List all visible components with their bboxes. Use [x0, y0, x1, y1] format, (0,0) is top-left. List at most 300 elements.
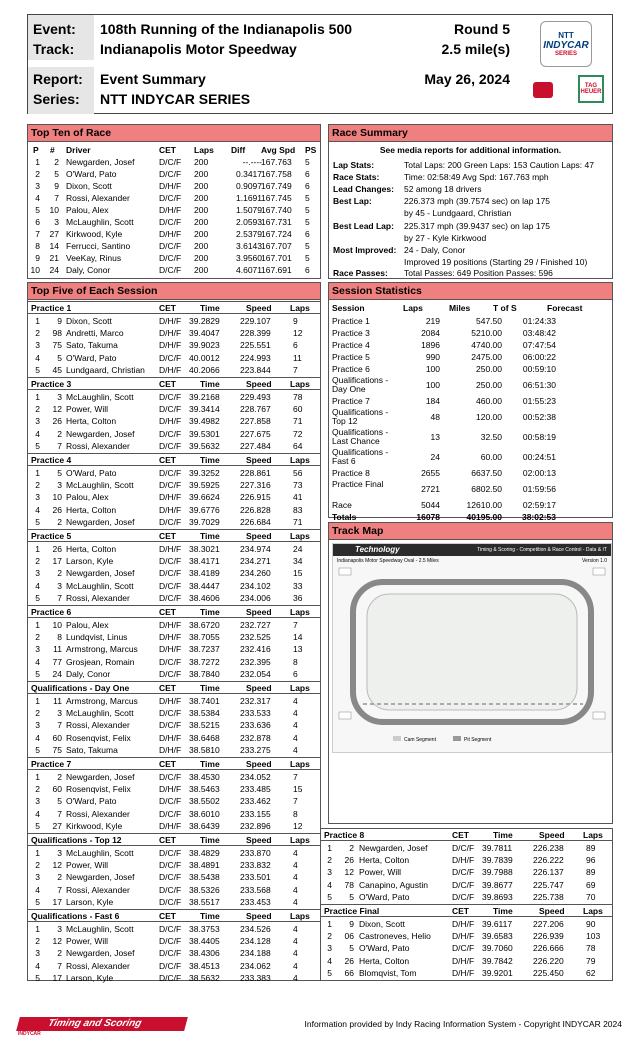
- table-row: [28, 339, 320, 351]
- session-cell: 234.128: [240, 936, 271, 947]
- session-cell: 5: [35, 896, 40, 907]
- session-cell: 38.4891: [189, 860, 220, 871]
- stats-cell: 00:52:38: [522, 412, 556, 422]
- most-improved-label: Most Improved:: [333, 245, 397, 255]
- session-cell: 26: [344, 855, 354, 866]
- session-cell: 39.9201: [482, 967, 513, 978]
- table-row: [28, 592, 320, 604]
- top-ten-cell: 10: [49, 205, 59, 215]
- session-cell: 9: [349, 919, 354, 929]
- session-col-header: Time: [200, 531, 220, 541]
- col-num: #: [50, 145, 55, 155]
- indycar-logo-text: INDYCAR: [543, 40, 589, 51]
- session-cell: 2: [57, 516, 62, 527]
- table-row: [321, 854, 612, 866]
- session-cell: O'Ward, Pato: [359, 943, 410, 954]
- session-cell: 5: [35, 820, 40, 831]
- session-cell: 39.5632: [189, 440, 220, 451]
- track-map-image: [332, 543, 612, 753]
- session-cell: 4: [35, 580, 40, 591]
- stats-session-name: Practice 4: [332, 340, 370, 350]
- session-cell: 4: [35, 352, 40, 363]
- col-laps: Laps: [403, 303, 423, 313]
- session-cell: Dixon, Scott: [66, 316, 112, 326]
- session-cell: 38.5502: [189, 796, 220, 807]
- stats-session-name: Race: [332, 500, 352, 510]
- top-ten-cell: 2.5379: [236, 229, 262, 239]
- session-cell: 226.666: [533, 943, 564, 954]
- session-cell: 11: [293, 352, 302, 363]
- top-ten-cell: 200: [194, 217, 209, 227]
- session-cell: 233.832: [240, 860, 271, 871]
- session-cell: 226.222: [533, 855, 564, 866]
- session-cell: 3: [35, 340, 40, 351]
- session-cell: Power, Will: [66, 404, 109, 415]
- session-cell: 1: [35, 620, 40, 630]
- tag-heuer-logo: [578, 75, 604, 103]
- stats-cell: 5044: [421, 500, 440, 510]
- session-cell: 38.7055: [189, 632, 220, 643]
- session-cell: 3: [57, 708, 62, 719]
- top-ten-cell: 2: [35, 169, 40, 179]
- top-ten-cell: 21: [49, 253, 59, 263]
- session-cell: 1: [35, 848, 40, 858]
- session-cell: 2: [57, 872, 62, 883]
- session-cell: 4: [35, 808, 40, 819]
- session-cell: 7: [57, 884, 62, 895]
- top-ten-cell: Rossi, Alexander: [66, 193, 130, 203]
- session-cell: D/C/F: [159, 896, 182, 907]
- top-ten-cell: 10: [30, 265, 40, 275]
- session-cell: 60: [52, 784, 62, 795]
- session-cell: 103: [586, 931, 601, 942]
- table-row: [28, 156, 320, 168]
- session-cell: McLaughlin, Scott: [66, 580, 134, 591]
- timing-scoring-logo: [16, 1017, 188, 1031]
- session-cell: 64: [293, 440, 303, 451]
- session-cell: 4: [35, 504, 40, 515]
- top-ten-cell: Dixon, Scott: [66, 181, 112, 191]
- session-col-header: Laps: [290, 303, 310, 313]
- stats-cell: 03:48:42: [522, 328, 556, 338]
- session-col-header: CET: [159, 911, 176, 921]
- session-cell: D/H/F: [452, 931, 475, 942]
- table-row: [28, 543, 320, 555]
- session-cell: D/C/F: [452, 879, 475, 890]
- top-ten-cell: 200: [194, 169, 209, 179]
- session-cell: 70: [586, 891, 596, 902]
- session-cell: D/H/F: [159, 316, 182, 326]
- session-header: [321, 904, 612, 917]
- table-row: [28, 467, 320, 479]
- session-cell: Andretti, Marco: [66, 328, 124, 339]
- session-col-header: Time: [200, 455, 220, 465]
- race-passes-label: Race Passes:: [333, 268, 388, 278]
- session-cell: 226.915: [240, 492, 271, 503]
- stats-cell: 219: [425, 316, 440, 326]
- top-ten-cell: D/H/F: [159, 229, 182, 239]
- session-cell: Rossi, Alexander: [66, 720, 130, 731]
- session-cell: 4: [293, 848, 298, 858]
- session-cell: 38.4530: [189, 772, 220, 782]
- session-cell: Dixon, Scott: [359, 919, 405, 929]
- table-row: [28, 479, 320, 491]
- session-cell: Lundgaard, Christian: [66, 364, 145, 375]
- session-cell: D/C/F: [159, 656, 182, 667]
- most-improved-value: 24 - Daly, Conor: [404, 245, 466, 255]
- session-cell: 225.450: [533, 967, 564, 978]
- session-cell: 2: [35, 860, 40, 871]
- session-cell: 234.006: [240, 592, 271, 603]
- session-cell: 4: [293, 696, 298, 706]
- event-name: 108th Running of the Indianapolis 500: [100, 21, 353, 37]
- table-row: [28, 732, 320, 744]
- table-row: [321, 891, 612, 903]
- table-row: [28, 783, 320, 795]
- session-cell: D/C/F: [159, 428, 182, 439]
- most-improved-detail: Improved 19 positions (Starting 29 / Finished 10): [404, 257, 588, 267]
- session-cell: Armstrong, Marcus: [66, 644, 138, 655]
- session-cell: D/C/F: [159, 884, 182, 895]
- session-cell: D/C/F: [159, 352, 182, 363]
- session-name: Practice 7: [31, 759, 72, 769]
- session-cell: 1: [35, 392, 40, 402]
- tag-heuer-text: TAG HEUER: [580, 83, 602, 95]
- stats-cell: 01:55:23: [522, 396, 556, 406]
- top-ten-cell: 2.0593: [236, 217, 262, 227]
- top-ten-cell: 9: [35, 253, 40, 263]
- session-cell: 38.4405: [189, 936, 220, 947]
- top-ten-cell: 3: [35, 181, 40, 191]
- session-cell: Power, Will: [66, 936, 109, 947]
- session-cell: Larson, Kyle: [66, 972, 114, 983]
- table-row: [28, 960, 320, 972]
- session-cell: Newgarden, Josef: [66, 568, 135, 579]
- session-cell: 98: [52, 328, 62, 339]
- session-col-header: Time: [493, 830, 513, 840]
- session-cell: 7: [293, 364, 298, 375]
- session-cell: 38.4171: [189, 556, 220, 567]
- session-cell: 3: [35, 568, 40, 579]
- table-row: [28, 516, 320, 528]
- session-col-header: CET: [159, 379, 176, 389]
- session-header: [28, 529, 320, 542]
- session-name: Practice 5: [31, 531, 72, 541]
- session-cell: 8: [293, 808, 298, 819]
- session-cell: 75: [52, 340, 62, 351]
- session-cell: 10: [52, 620, 62, 630]
- lap-stats-value: Total Laps: 200 Green Laps: 153 Caution Laps: 47: [404, 160, 594, 170]
- session-cell: McLaughlin, Scott: [66, 848, 134, 858]
- totals-cell: 16078: [416, 512, 440, 522]
- session-cell: 39.8677: [482, 879, 513, 890]
- indycar-small-logo: [533, 82, 553, 98]
- table-row: [321, 942, 612, 954]
- session-cell: 40.2066: [189, 364, 220, 375]
- stats-cell: 6637.50: [471, 468, 502, 478]
- session-cell: 39.7060: [482, 943, 513, 954]
- legend-pit-swatch: [453, 736, 461, 741]
- session-cell: 38.4513: [189, 960, 220, 971]
- session-cell: Newgarden, Josef: [359, 843, 428, 853]
- table-row: [28, 415, 320, 427]
- top-ten-cell: VeeKay, Rinus: [66, 253, 122, 263]
- session-cell: D/H/F: [159, 732, 182, 743]
- session-cell: 232.896: [240, 820, 271, 831]
- session-header: [321, 828, 612, 841]
- session-cell: D/H/F: [159, 620, 182, 630]
- session-cell: 38.4606: [189, 592, 220, 603]
- stats-cell: 01:24:33: [522, 316, 556, 326]
- session-cell: 1: [35, 924, 40, 934]
- session-cell: 3: [57, 924, 62, 934]
- top-ten-cell: D/C/F: [159, 217, 182, 227]
- totals-label: Totals: [332, 512, 357, 522]
- session-cell: D/C/F: [452, 843, 475, 853]
- session-cell: 12: [52, 936, 62, 947]
- top-ten-cell: 5: [305, 157, 310, 167]
- session-cell: D/H/F: [159, 416, 182, 427]
- stats-row: [329, 479, 612, 499]
- session-cell: D/C/F: [159, 972, 182, 983]
- table-row: [28, 619, 320, 631]
- top-ten-cell: 200: [194, 157, 209, 167]
- session-cell: 2: [57, 772, 62, 782]
- table-row: [28, 884, 320, 896]
- session-cell: 17: [52, 972, 62, 983]
- session-cell: 2: [327, 855, 332, 866]
- session-cell: D/C/F: [159, 848, 182, 858]
- session-cell: 4: [35, 428, 40, 439]
- table-row: [321, 842, 612, 854]
- session-cell: 45: [52, 364, 62, 375]
- session-cell: 12: [293, 820, 303, 831]
- session-header: [28, 301, 320, 314]
- session-cell: 5: [349, 891, 354, 902]
- session-cell: Grosjean, Romain: [66, 656, 135, 667]
- session-cell: 3: [57, 580, 62, 591]
- session-cell: 3: [35, 492, 40, 503]
- session-cell: Newgarden, Josef: [66, 772, 135, 782]
- top-ten-cell: 14: [49, 241, 59, 251]
- session-cell: D/C/F: [452, 943, 475, 954]
- session-cell: 4: [35, 656, 40, 667]
- session-cell: Herta, Colton: [359, 955, 410, 966]
- session-cell: 8: [293, 656, 298, 667]
- event-date: May 26, 2024: [424, 71, 510, 87]
- session-cell: 7: [293, 772, 298, 782]
- turn-marker-14: [339, 712, 351, 719]
- race-summary-note: See media reports for additional information.: [379, 145, 562, 155]
- top-ten-cell: 167.731: [261, 217, 292, 227]
- session-cell: 227.484: [240, 440, 271, 451]
- session-cell: 2: [35, 708, 40, 719]
- stats-cell: 12610.00: [466, 500, 502, 510]
- session-cell: Kirkwood, Kyle: [66, 820, 123, 831]
- stats-cell: 250.00: [476, 380, 502, 390]
- session-cell: 2: [349, 843, 354, 853]
- session-col-header: Laps: [290, 531, 310, 541]
- session-cell: Herta, Colton: [66, 544, 117, 554]
- table-row: [28, 580, 320, 592]
- session-cell: D/H/F: [159, 644, 182, 655]
- top-ten-cell: 5: [305, 193, 310, 203]
- stats-session-name: Practice 6: [332, 364, 370, 374]
- stats-session-name: Practice 1: [332, 316, 370, 326]
- session-cell: 38.3021: [189, 544, 220, 554]
- session-cell: 06: [344, 931, 354, 942]
- top-ten-cell: Ferrucci, Santino: [66, 241, 131, 251]
- top-ten-cell: 200: [194, 229, 209, 239]
- table-row: [28, 216, 320, 228]
- top-ten-cell: 4: [35, 193, 40, 203]
- session-cell: D/C/F: [159, 924, 182, 934]
- legend-cam-swatch: [393, 736, 401, 741]
- table-row: [28, 719, 320, 731]
- stats-cell: 6802.50: [471, 484, 502, 494]
- race-stats-label: Race Stats:: [333, 172, 380, 182]
- table-row: [28, 795, 320, 807]
- session-cell: Armstrong, Marcus: [66, 696, 138, 706]
- session-cell: 78: [293, 392, 303, 402]
- col-driver: Driver: [66, 145, 91, 155]
- top-ten-cell: 9: [54, 181, 59, 191]
- track-map-section: [328, 522, 613, 824]
- session-cell: 38.3753: [189, 924, 220, 934]
- session-cell: 226.939: [533, 931, 564, 942]
- session-cell: 12: [52, 860, 62, 871]
- top-ten-cell: 167.758: [261, 169, 292, 179]
- table-row: [28, 668, 320, 680]
- session-header: [28, 377, 320, 390]
- session-cell: 234.052: [240, 772, 271, 782]
- stats-cell: 02:59:17: [522, 500, 556, 510]
- track-label: Track:: [33, 41, 75, 57]
- table-row: [321, 967, 612, 979]
- col-session: Session: [332, 303, 365, 313]
- top-ten-cell: O'Ward, Pato: [66, 169, 117, 179]
- session-cell: 62: [586, 967, 596, 978]
- session-col-header: Laps: [290, 835, 310, 845]
- stats-cell: 2084: [421, 328, 440, 338]
- top-ten-header: [28, 144, 320, 156]
- session-cell: 39.7842: [482, 955, 513, 966]
- session-cell: 227.675: [240, 428, 271, 439]
- session-col-header: Time: [200, 759, 220, 769]
- table-row: [28, 771, 320, 783]
- session-col-header: Speed: [246, 303, 272, 313]
- session-header: [28, 909, 320, 922]
- lead-changes-value: 52 among 18 drivers: [404, 184, 482, 194]
- session-cell: 2: [35, 556, 40, 567]
- race-summary-section: [328, 124, 613, 279]
- footer: [18, 1017, 622, 1037]
- table-row: [28, 240, 320, 252]
- session-name: Practice 1: [31, 303, 72, 313]
- track-map-banner-text: Technology: [355, 545, 400, 554]
- stats-cell: 07:47:54: [522, 340, 556, 350]
- session-cell: 5: [57, 352, 62, 363]
- table-row: [28, 204, 320, 216]
- table-row: [28, 859, 320, 871]
- session-cell: 1: [35, 544, 40, 554]
- session-cell: 225.747: [533, 879, 564, 890]
- session-cell: D/C/F: [159, 556, 182, 567]
- session-header: [28, 605, 320, 618]
- col-cet: CET: [159, 145, 176, 155]
- right-sessions-section: [321, 828, 613, 981]
- lap-stats-label: Lap Stats:: [333, 160, 375, 170]
- session-cell: Blomqvist, Tom: [359, 967, 417, 978]
- top-ten-cell: 8: [35, 241, 40, 251]
- session-cell: 4: [293, 972, 298, 983]
- series-label: Series:: [33, 91, 80, 107]
- session-cell: 1: [327, 919, 332, 929]
- table-row: [28, 315, 320, 327]
- session-col-header: Time: [493, 906, 513, 916]
- session-cell: 12: [293, 328, 303, 339]
- session-cell: D/C/F: [159, 440, 182, 451]
- best-lap-label: Best Lap:: [333, 196, 372, 206]
- session-cell: 33: [293, 580, 303, 591]
- table-row: [28, 631, 320, 643]
- session-cell: Rossi, Alexander: [66, 808, 130, 819]
- session-cell: 89: [586, 867, 596, 878]
- top-ten-cell: McLaughlin, Scott: [66, 217, 134, 227]
- session-cell: D/C/F: [159, 872, 182, 883]
- table-row: [28, 327, 320, 339]
- session-cell: 3: [327, 943, 332, 954]
- session-cell: 77: [52, 656, 62, 667]
- top-ten-cell: 0.9097: [236, 181, 262, 191]
- session-cell: 1: [35, 696, 40, 706]
- session-cell: Herta, Colton: [66, 504, 117, 515]
- session-cell: 3: [35, 872, 40, 883]
- session-cell: 4: [327, 879, 332, 890]
- session-cell: 232.317: [240, 696, 271, 706]
- session-cell: 38.7237: [189, 644, 220, 655]
- session-cell: 1: [35, 468, 40, 478]
- session-cell: D/C/F: [159, 708, 182, 719]
- top-ten-cell: 1: [35, 157, 40, 167]
- session-cell: 38.7840: [189, 668, 220, 679]
- session-cell: Rossi, Alexander: [66, 884, 130, 895]
- session-cell: 15: [293, 784, 303, 795]
- session-cell: 234.974: [240, 544, 271, 554]
- session-cell: 4: [293, 720, 298, 731]
- top-ten-cell: 6: [305, 169, 310, 179]
- best-lead-lap-by: by 27 - Kyle Kirkwood: [404, 233, 487, 243]
- session-cell: 4: [293, 884, 298, 895]
- session-cell: 5: [35, 364, 40, 375]
- top-five-section: [27, 282, 321, 981]
- session-cell: 39.2168: [189, 392, 220, 402]
- session-col-header: CET: [452, 830, 469, 840]
- session-cell: 4: [293, 872, 298, 883]
- table-row: [28, 707, 320, 719]
- session-cell: 39.4047: [189, 328, 220, 339]
- session-cell: Newgarden, Josef: [66, 948, 135, 959]
- session-cell: 38.5517: [189, 896, 220, 907]
- session-cell: D/H/F: [452, 967, 475, 978]
- session-col-header: Laps: [290, 607, 310, 617]
- session-cell: 71: [293, 416, 303, 427]
- session-cell: 39.3414: [189, 404, 220, 415]
- session-cell: 226.238: [533, 843, 564, 853]
- stats-cell: 24: [430, 452, 440, 462]
- top-ten-section: [27, 124, 321, 279]
- session-name: Practice Final: [324, 906, 380, 916]
